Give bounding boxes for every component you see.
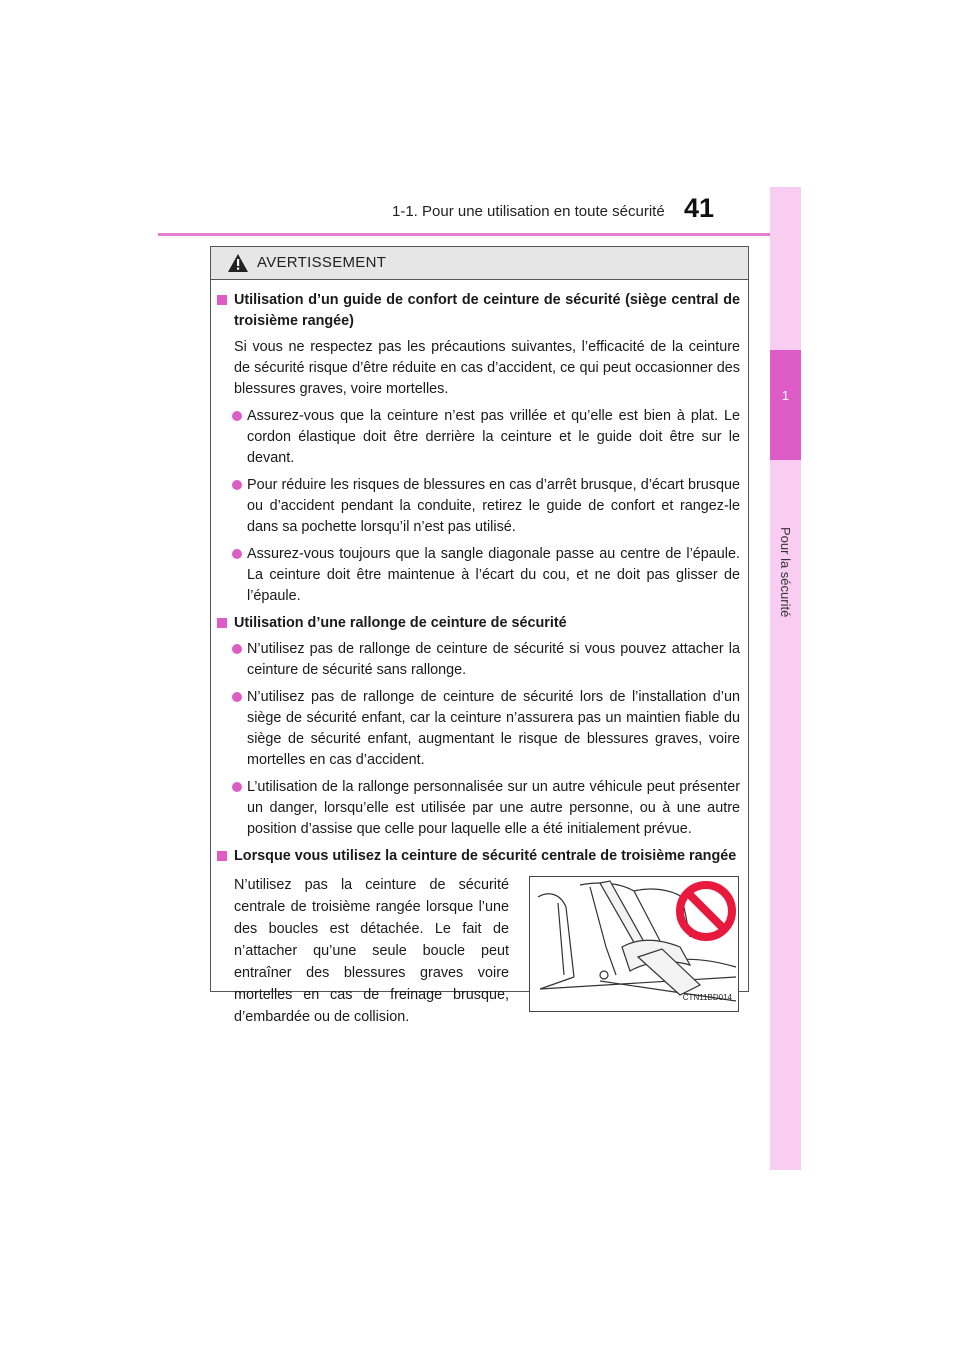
running-header: 1-1. Pour une utilisation en toute sécurité [392, 203, 665, 220]
bullet-dot-icon [232, 692, 242, 702]
chapter-number: 1 [781, 388, 790, 403]
bullet-dot-icon [232, 480, 242, 490]
section-intro: Si vous ne respectez pas les précautions suivantes, l’efficacité de la ceinture de sécurité risque d’être réduite en cas d’accident, ce qui peut occasionner des blessures graves, voire mortelles. [234, 339, 740, 397]
prohibition-icon [680, 885, 732, 937]
bullet-item: N’utilisez pas de rallonge de ceinture de sécurité lors de l’installation d’un siège de sécurité enfant, car la ceinture n’assurera pas un maintien fiable du siège de sécurité enfant, augmentant le risque de blessures graves, voire mortelles en cas d’accident. [217, 687, 740, 771]
bullet-dot-icon [232, 411, 242, 421]
warning-body [211, 280, 748, 1025]
chapter-number-block [770, 350, 801, 460]
bullet-dot-icon [232, 782, 242, 792]
warning-triangle-icon [227, 253, 249, 273]
page-number: 41 [684, 193, 715, 223]
center-belt-content [217, 872, 740, 1025]
illustration-code: CTN11BD014 [682, 993, 732, 1002]
chapter-side-tab [770, 187, 801, 1170]
chapter-label: Pour la sécurité [778, 527, 793, 618]
section-square-icon [217, 618, 227, 628]
section-title-comfort-guide: Utilisation d’un guide de confort de ceinture de sécurité (siège central de troisième rangée) [217, 290, 740, 332]
section-square-icon [217, 295, 227, 305]
section-square-icon [217, 851, 227, 861]
header-divider [158, 233, 770, 236]
bullet-dot-icon [232, 549, 242, 559]
warning-title: AVERTISSEMENT [257, 254, 387, 271]
seatbelt-illustration [529, 876, 739, 1012]
bullet-dot-icon [232, 644, 242, 654]
bullet-item: Pour réduire les risques de blessures en cas d’arrêt brusque, d’écart brusque ou d’accident pendant la conduite, retirez le guide de confort et rangez-le dans sa pochette lorsqu’il n’est pas utilisé. [217, 475, 740, 538]
section-title-center-belt: Lorsque vous utilisez la ceinture de sécurité centrale de troisième rangée [217, 846, 740, 867]
bullet-item: N’utilisez pas de rallonge de ceinture de sécurité si vous pouvez attacher la ceinture de sécurité sans rallonge. [217, 639, 740, 681]
section-title-extender: Utilisation d’une rallonge de ceinture de sécurité [217, 613, 740, 634]
bullet-item: L’utilisation de la rallonge personnalisée sur un autre véhicule peut présenter un danger, lorsqu’elle est utilisée par une autre personne, ou à une autre position d’assise que celle pour laquelle elle a été initialement prévue. [217, 777, 740, 840]
bullet-item: Assurez-vous que la ceinture n’est pas vrillée et qu’elle est bien à plat. Le cordon élastique doit être derrière la ceinture et le guide doit être sur le devant. [217, 406, 740, 469]
warning-box [210, 246, 749, 1025]
warning-header [211, 247, 748, 280]
center-belt-text: N’utilisez pas la ceinture de sécurité centrale de troisième rangée lorsque l’une des boucles est détachée. Le fait de n’attacher qu’une seule boucle peut entraîner des blessures graves voire mortelles en cas de freinage brusque, d’embardée ou de collision. [234, 877, 509, 1025]
bullet-item: Assurez-vous toujours que la sangle diagonale passe au centre de l’épaule. La ceinture doit être maintenue à l’écart du cou, et ne doit pas glisser de l’épaule. [217, 544, 740, 607]
